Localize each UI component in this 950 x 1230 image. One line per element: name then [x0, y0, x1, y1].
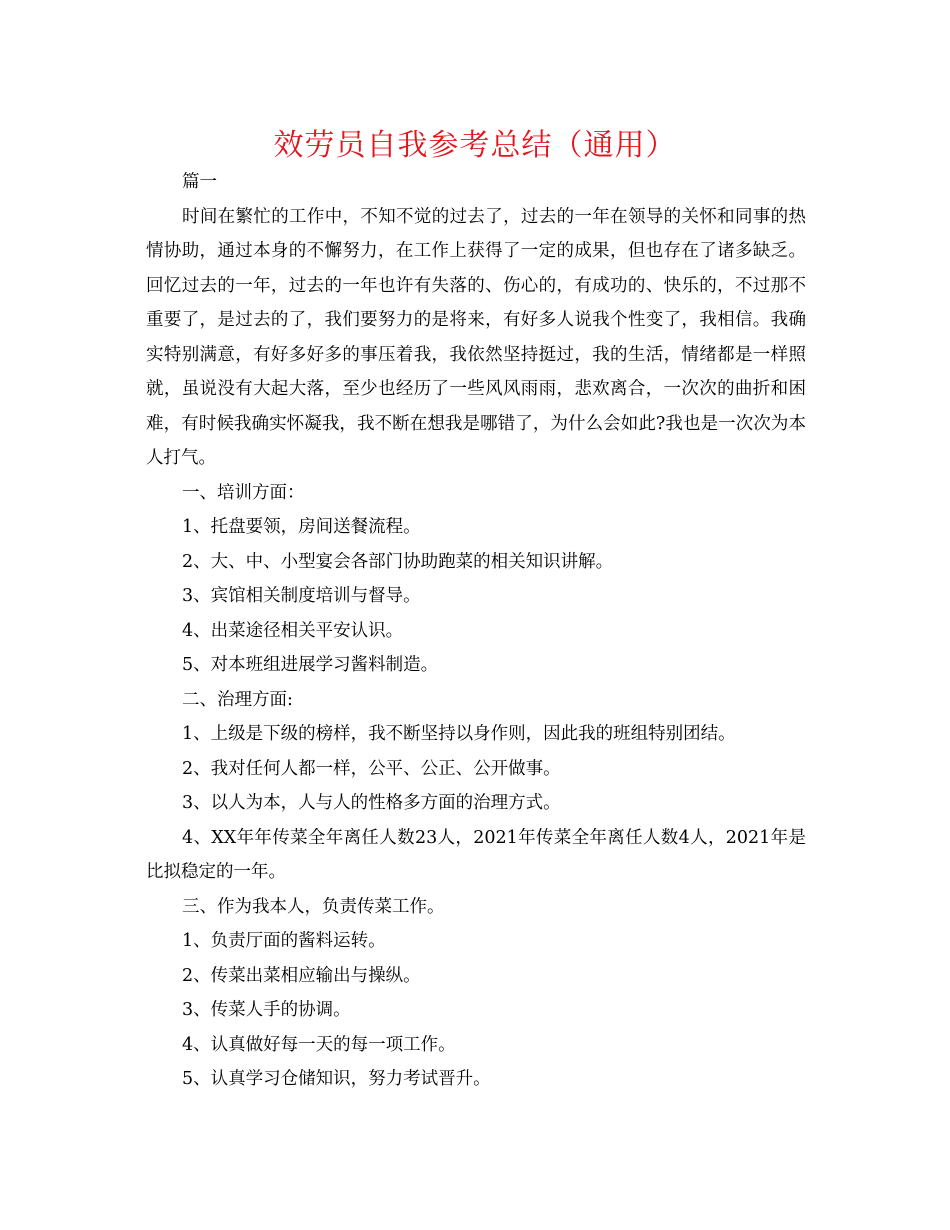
section-heading: 一、培训方面： [182, 482, 305, 503]
list-item: 5、认真学习仓储知识，努力考试晋升。 [182, 1069, 491, 1089]
list-item: 1、负责厅面的酱料运转。 [182, 931, 386, 951]
intro-paragraph: 时间在繁忙的工作中，不知不觉的过去了，过去的一年在领导的关怀和同事的热情协助，通过本身的不懈努力，在工作上获得了一定的成果，但也存在了诸多缺乏。回忆过去的一年，过去的一年也许有失落的、伤心的，有成功的、快乐的，不过那不重要了，是过去的了，我们要努力的是将来，有好多人说我个性变了，我相信。我确实特别满意，有好多好多的事压着我，我依然坚持挺过，我的生活，情绪都是一样照就，虽说没有大起大落，至少也经历了一些风风雨雨，悲欢离合，一次次的曲折和困难，有时候我确实怀凝我，我不断在想我是哪错了，为什么会如此?我也是一次次为本人打气。 [146, 206, 806, 468]
list-item: 2、我对任何人都一样，公平、公正、公开做事。 [182, 758, 561, 779]
section-heading: 二、治理方面: [182, 689, 293, 710]
document-body [146, 165, 806, 1097]
list-item: 2、传菜出菜相应输出与操纵。 [182, 965, 421, 986]
list-item: 4、XX年年传菜全年离任人数23人，2021年传菜全年离任人数4人，2021年是比拟稳定的一年。 [146, 827, 806, 882]
list-item: 4、出菜途径相关平安认识。 [182, 620, 404, 641]
list-item: 4、认真做好每一天的每一项工作。 [182, 1034, 456, 1055]
section-label: 篇一 [182, 172, 217, 192]
list-item: 1、上级是下级的榜样，我不断坚持以身作则，因此我的班组特别团结。 [182, 724, 736, 744]
list-item: 1、托盘要领，房间送餐流程。 [182, 517, 421, 537]
document-title: 效劳员自我参考总结（通用） [273, 128, 677, 163]
section-heading: 三、作为我本人，负责传菜工作。 [182, 896, 445, 917]
list-item: 2、大、中、小型宴会各部门协助跑菜的相关知识讲解。 [182, 551, 614, 572]
list-item: 3、以人为本，人与人的性格多方面的治理方式。 [182, 793, 561, 813]
list-item: 5、对本班组进展学习酱料制造。 [182, 655, 439, 675]
list-item: 3、宾馆相关制度培训与督导。 [182, 586, 421, 606]
list-item: 3、传菜人手的协调。 [182, 1000, 351, 1020]
